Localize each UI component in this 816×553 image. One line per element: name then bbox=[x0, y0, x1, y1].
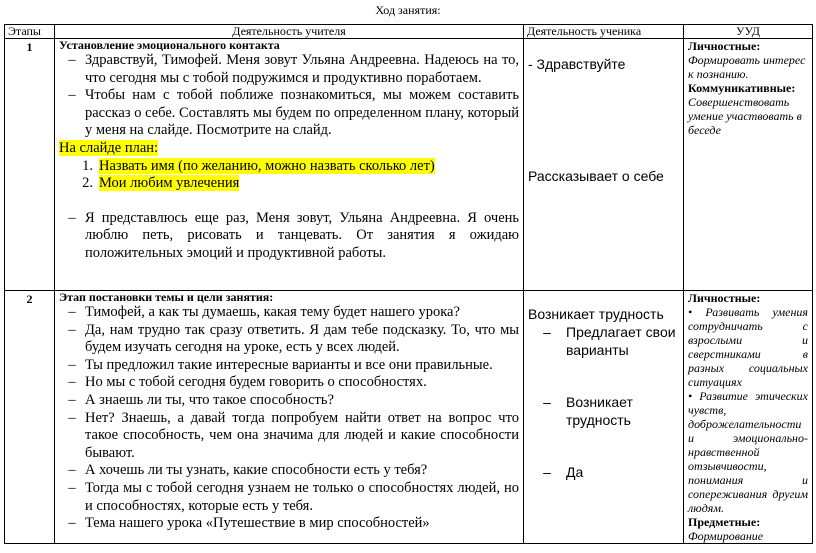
stage-number: 2 bbox=[5, 291, 55, 544]
stage-number: 1 bbox=[5, 39, 55, 291]
list-item: – Чтобы нам с тобой поближе познакомиться, мы можем составить рассказ о себе. Составлять мы будем по определенном плану, который у меня на слайде. Посмотрите на слайд. bbox=[68, 87, 519, 139]
page-title: Ход занятия: bbox=[375, 3, 441, 17]
student-response: Возникает трудность bbox=[528, 306, 664, 322]
student-response: – Да bbox=[543, 464, 584, 480]
stage-title: Установление эмоционального контакта bbox=[59, 38, 280, 52]
student-response: Рассказывает о себе bbox=[528, 168, 664, 184]
list-item: – Тема нашего урока «Путешествие в мир способностей» bbox=[68, 515, 430, 532]
header-row bbox=[5, 25, 813, 39]
list-item: – Нет? Знаешь, а давай тогда попробуем найти ответ на вопрос что такое способность, чем она значима для людей и какие способности бывают. bbox=[68, 409, 519, 461]
uud-cell bbox=[684, 291, 813, 544]
teacher-cell bbox=[55, 39, 524, 291]
plan-item-1: 1. Назвать имя (по желанию, можно назвать сколько лет) bbox=[82, 157, 435, 174]
uud-text: • Развивать умения сотрудничать с взрослыми и сверстниками в разных социальных ситуациях bbox=[688, 305, 808, 389]
col-header-student: Деятельность ученика bbox=[524, 25, 684, 39]
uud-heading: Предметные: bbox=[688, 515, 761, 529]
uud-text: Формировать интерес к познанию. bbox=[688, 53, 806, 81]
col-header-uud: УУД bbox=[684, 25, 813, 39]
col-header-teacher: Деятельность учителя bbox=[55, 25, 524, 39]
uud-cell bbox=[684, 39, 813, 291]
list-item: – А знаешь ли ты, что такое способность? bbox=[68, 391, 334, 408]
student-cell bbox=[524, 291, 684, 544]
list-item: – Тогда мы с тобой сегодня узнаем не только о способностях людей, но и способностях, которые есть у тебя. bbox=[68, 479, 519, 514]
list-item: – Да, нам трудно так сразу ответить. Я дам тебе подсказку. То, что мы будем изучать сегодня на уроке, есть у всех людей. bbox=[68, 321, 519, 356]
uud-heading: Коммуникативные: bbox=[688, 81, 796, 95]
stage-title: Этап постановки темы и цели занятия: bbox=[59, 290, 274, 304]
student-response: - Здравствуйте bbox=[528, 56, 626, 72]
uud-text: Формирование bbox=[688, 529, 764, 543]
table-row bbox=[5, 291, 813, 544]
col-header-stages: Этапы bbox=[5, 25, 55, 39]
student-cell bbox=[524, 39, 684, 291]
uud-heading: Личностные: bbox=[688, 291, 761, 305]
teacher-cell bbox=[55, 291, 524, 544]
list-item: – Но мы с тобой сегодня будем говорить о способностях. bbox=[68, 374, 427, 391]
plan-item-2: 2. Мои любим увлечения bbox=[82, 175, 240, 192]
list-item: – Здравствуй, Тимофей. Меня зовут Ульяна Андреевна. Надеюсь на то, что сегодня мы с тобой подружимся и продуктивно поработаем. bbox=[68, 52, 519, 86]
uud-text: Совершенствовать умение участвовать в беседе bbox=[688, 95, 802, 137]
uud-heading: Личностные: bbox=[688, 39, 761, 53]
table-row bbox=[5, 39, 813, 291]
uud-text: • Развитие этических чувств, доброжелательности и эмоционально-нравственной отзывчивости, понимания и сопереживания другим людям. bbox=[688, 389, 808, 515]
student-response: – Предлагает свои варианты bbox=[543, 324, 676, 358]
list-item: – Тимофей, а как ты думаешь, какая тему будет нашего урока? bbox=[68, 304, 460, 320]
list-item: – А хочешь ли ты узнать, какие способности есть у тебя? bbox=[68, 462, 428, 479]
lesson-table bbox=[4, 24, 813, 544]
student-response: – Возникает трудность bbox=[543, 394, 633, 428]
list-item: – Ты предложил такие интересные варианты и все они правильные. bbox=[68, 356, 493, 373]
plan-heading: На слайде план: bbox=[59, 139, 159, 156]
list-item: – Я представлюсь еще раз, Меня зовут, Ульяна Андреевна. Я очень люблю петь, рисовать и танцевать. От занятия я ожидаю положительных эмоций и продуктивной работы. bbox=[68, 209, 519, 261]
